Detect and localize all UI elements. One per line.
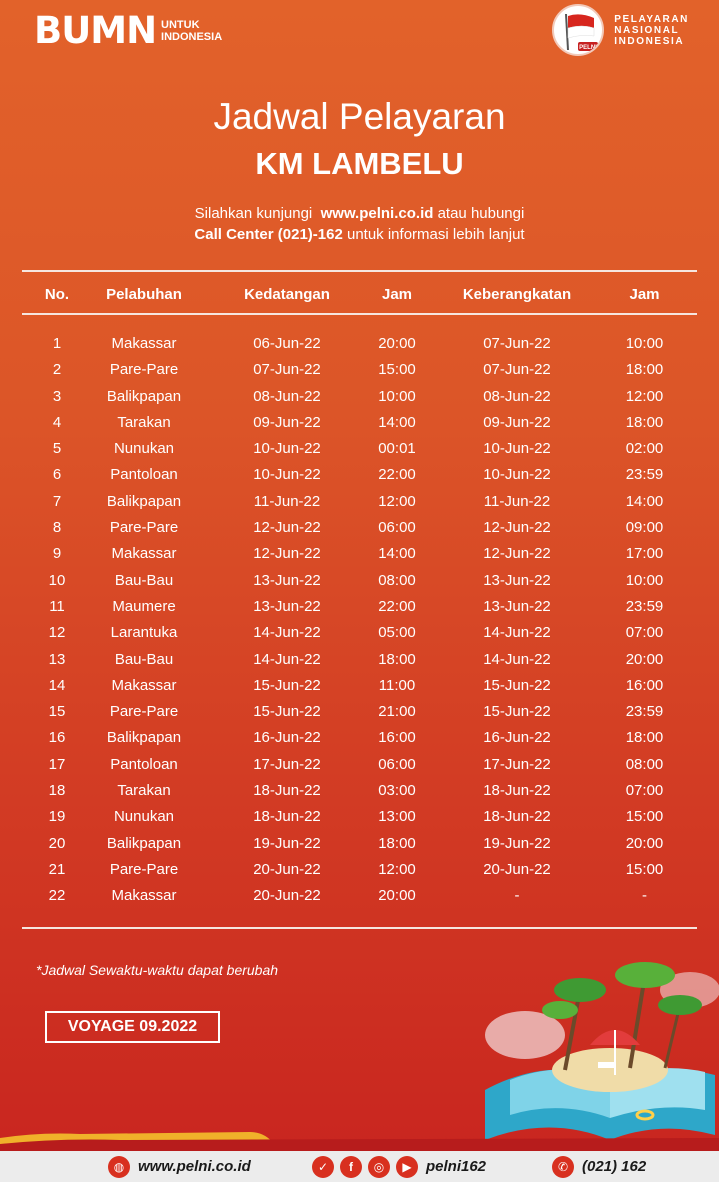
- cell-keberangkatan: 10-Jun-22: [483, 440, 551, 458]
- header-jam-arrival: Jam: [381, 286, 413, 303]
- cell-keberangkatan: 14-Jun-22: [483, 624, 551, 642]
- youtube-icon[interactable]: ▶: [396, 1156, 418, 1178]
- cell-pelabuhan: Balikpapan: [106, 492, 182, 510]
- schedule-note: *Jadwal Sewaktu-waktu dapat berubah: [36, 962, 279, 978]
- cell-no: 2: [52, 361, 62, 379]
- cell-no: 11: [49, 597, 65, 615]
- globe-icon: ◍: [108, 1156, 130, 1178]
- cell-pelabuhan: Pare-Pare: [109, 361, 179, 379]
- cell-jam-arrival: 16:00: [378, 729, 416, 747]
- phone-icon: ✆: [552, 1156, 574, 1178]
- header-jam-departure: Jam: [629, 286, 660, 303]
- cell-jam-departure: 10:00: [625, 571, 664, 589]
- cell-no: 6: [52, 466, 62, 484]
- cell-jam-arrival: 15:00: [378, 361, 416, 379]
- cell-no: 13: [48, 650, 66, 668]
- cell-jam-arrival: 22:00: [378, 597, 416, 615]
- pelni-emblem: [552, 4, 604, 56]
- cell-jam-arrival: 12:00: [378, 492, 416, 510]
- cell-jam-departure: 16:00: [625, 676, 664, 694]
- table-row: [22, 462, 697, 488]
- cell-kedatangan: 15-Jun-22: [253, 703, 321, 721]
- cell-kedatangan: 19-Jun-22: [253, 834, 321, 852]
- cell-pelabuhan: Makassar: [111, 545, 177, 563]
- cell-jam-arrival: 21:00: [378, 703, 416, 721]
- cell-keberangkatan: 13-Jun-22: [483, 571, 551, 589]
- cell-kedatangan: 18-Jun-22: [253, 808, 321, 826]
- cell-no: 1: [52, 335, 62, 352]
- cell-keberangkatan: 18-Jun-22: [483, 808, 551, 826]
- cell-pelabuhan: Makassar: [111, 887, 177, 905]
- cell-kedatangan: 10-Jun-22: [253, 466, 321, 484]
- cell-jam-arrival: 12:00: [378, 860, 416, 878]
- flag-icon: [554, 6, 604, 56]
- cell-jam-arrival: 14:00: [378, 545, 416, 563]
- header-keberangkatan: Keberangkatan: [462, 286, 572, 303]
- facebook-icon[interactable]: f: [340, 1156, 362, 1178]
- twitter-icon[interactable]: ✓: [312, 1156, 334, 1178]
- cell-jam-departure: 18:00: [625, 361, 664, 379]
- cell-pelabuhan: Pantoloan: [110, 466, 178, 484]
- header-no: No.: [44, 286, 70, 303]
- bumn-logo-text: BUMN: [34, 9, 157, 52]
- cell-kedatangan: 14-Jun-22: [253, 624, 321, 642]
- cell-no: 19: [48, 808, 66, 826]
- table-row: [22, 857, 697, 883]
- cell-kedatangan: 20-Jun-22: [253, 887, 321, 905]
- table-row: [22, 436, 697, 462]
- cell-jam-arrival: 08:00: [378, 571, 416, 589]
- table-row: [22, 331, 697, 357]
- cell-no: 7: [52, 492, 62, 510]
- table-row: [22, 357, 697, 383]
- cell-no: 20: [48, 834, 66, 852]
- website-link[interactable]: www.pelni.co.id: [320, 205, 434, 222]
- cell-keberangkatan: 07-Jun-22: [483, 335, 551, 352]
- table-row: [22, 647, 697, 673]
- cell-keberangkatan: 17-Jun-22: [483, 755, 551, 773]
- cell-jam-arrival: 03:00: [378, 782, 416, 800]
- cell-no: 12: [48, 624, 66, 642]
- cell-keberangkatan: 07-Jun-22: [483, 361, 551, 379]
- cell-keberangkatan: 15-Jun-22: [483, 703, 551, 721]
- bumn-tagline: UNTUK INDONESIA: [161, 18, 223, 43]
- cell-jam-departure: 14:00: [625, 492, 664, 510]
- pelni-logo: [552, 4, 689, 56]
- table-row: [22, 568, 697, 594]
- cell-keberangkatan: 14-Jun-22: [483, 650, 551, 668]
- cell-jam-departure: 18:00: [625, 729, 664, 747]
- cell-no: 14: [48, 676, 66, 694]
- cell-pelabuhan: Bau-Bau: [114, 571, 174, 589]
- cell-no: 3: [52, 387, 62, 405]
- cell-keberangkatan: 13-Jun-22: [483, 597, 551, 615]
- cell-keberangkatan: 16-Jun-22: [483, 729, 551, 747]
- cell-pelabuhan: Tarakan: [117, 782, 171, 800]
- cell-kedatangan: 12-Jun-22: [253, 545, 321, 563]
- cell-pelabuhan: Balikpapan: [106, 834, 182, 852]
- cell-jam-departure: 20:00: [625, 834, 664, 852]
- cell-jam-departure: 08:00: [625, 755, 664, 773]
- info-text: Silahkan kunjungi www.pelni.co.id atau hubungi Call Center (021)-162 untuk informasi lebih lanjut: [194, 205, 525, 243]
- cell-keberangkatan: 11-Jun-22: [483, 492, 551, 510]
- cell-jam-arrival: 18:00: [378, 834, 416, 852]
- cell-jam-departure: 07:00: [625, 624, 664, 642]
- cell-jam-arrival: 14:00: [378, 413, 416, 431]
- cell-kedatangan: 11-Jun-22: [253, 492, 321, 510]
- pelni-badge-text: PELNI: [579, 45, 598, 51]
- cell-jam-departure: 18:00: [625, 413, 664, 431]
- cell-no: 22: [48, 887, 66, 905]
- cell-pelabuhan: Pare-Pare: [109, 860, 179, 878]
- cell-jam-arrival: 18:00: [378, 650, 416, 668]
- cell-pelabuhan: Maumere: [112, 597, 176, 615]
- cell-kedatangan: 08-Jun-22: [253, 387, 321, 405]
- table-row: [22, 804, 697, 830]
- table-row: [22, 725, 697, 751]
- cell-keberangkatan: 12-Jun-22: [483, 545, 551, 563]
- cell-no: 21: [48, 860, 66, 878]
- cell-no: 4: [52, 413, 62, 431]
- cell-pelabuhan: Nunukan: [113, 440, 175, 458]
- cell-kedatangan: 15-Jun-22: [253, 676, 321, 694]
- table-top-rule: [22, 270, 697, 272]
- footer-website[interactable]: ◍ www.pelni.co.id: [108, 1151, 251, 1182]
- cell-kedatangan: 13-Jun-22: [253, 571, 321, 589]
- schedule-table-body: [22, 331, 697, 910]
- cell-no: 17: [48, 755, 66, 773]
- cell-kedatangan: 14-Jun-22: [253, 650, 321, 668]
- cell-jam-departure: 09:00: [625, 519, 664, 537]
- cell-keberangkatan: 19-Jun-22: [483, 834, 551, 852]
- cell-keberangkatan: 20-Jun-22: [483, 860, 551, 878]
- table-row: [22, 489, 697, 515]
- beach-illustration: [470, 950, 719, 1145]
- cell-kedatangan: 13-Jun-22: [253, 597, 321, 615]
- table-header: [22, 284, 697, 306]
- cell-jam-arrival: 20:00: [378, 887, 416, 905]
- table-row: [22, 673, 697, 699]
- cell-keberangkatan: 10-Jun-22: [483, 466, 551, 484]
- cell-kedatangan: 17-Jun-22: [253, 755, 321, 773]
- table-row: [22, 620, 697, 646]
- cell-no: 9: [52, 545, 62, 563]
- table-row: [22, 883, 697, 909]
- cell-pelabuhan: Balikpapan: [106, 729, 182, 747]
- cell-pelabuhan: Larantuka: [110, 624, 178, 642]
- ship-name: KM LAMBELU: [255, 146, 464, 181]
- social-handle: pelni162: [426, 1158, 487, 1175]
- cell-no: 5: [52, 440, 62, 458]
- cell-pelabuhan: Balikpapan: [106, 387, 182, 405]
- cell-jam-arrival: 20:00: [378, 335, 416, 352]
- header-kedatangan: Kedatangan: [244, 286, 330, 303]
- footer-phone[interactable]: ✆ (021) 162: [552, 1151, 646, 1182]
- cell-keberangkatan: 18-Jun-22: [483, 782, 551, 800]
- cell-no: 10: [48, 571, 66, 589]
- cell-no: 8: [52, 519, 62, 537]
- cell-jam-departure: 23:59: [625, 466, 664, 484]
- cell-kedatangan: 07-Jun-22: [253, 361, 321, 379]
- cell-jam-departure: 15:00: [625, 808, 664, 826]
- cell-no: 15: [48, 703, 66, 721]
- cell-jam-arrival: 06:00: [378, 755, 416, 773]
- cell-keberangkatan: 12-Jun-22: [483, 519, 551, 537]
- cell-jam-departure: 23:59: [625, 597, 664, 615]
- cell-pelabuhan: Pare-Pare: [109, 703, 179, 721]
- cell-jam-arrival: 06:00: [378, 519, 416, 537]
- cell-jam-departure: 17:00: [625, 545, 664, 563]
- table-row: [22, 515, 697, 541]
- cell-keberangkatan: -: [514, 887, 520, 905]
- voyage-badge: VOYAGE 09.2022: [45, 1011, 220, 1043]
- cell-jam-arrival: 10:00: [378, 387, 416, 405]
- cell-kedatangan: 16-Jun-22: [253, 729, 321, 747]
- cell-kedatangan: 10-Jun-22: [253, 440, 321, 458]
- footer-social: [312, 1151, 486, 1182]
- cell-jam-departure: 23:59: [625, 703, 664, 721]
- table-row: [22, 752, 697, 778]
- table-row: [22, 831, 697, 857]
- cell-jam-departure: 20:00: [625, 650, 664, 668]
- cell-no: 18: [48, 782, 66, 800]
- cell-jam-arrival: 00:01: [378, 440, 416, 458]
- cell-pelabuhan: Pantoloan: [110, 755, 178, 773]
- cell-pelabuhan: Nunukan: [113, 808, 175, 826]
- cell-jam-arrival: 13:00: [378, 808, 416, 826]
- cell-jam-arrival: 11:00: [378, 676, 416, 694]
- cell-kedatangan: 06-Jun-22: [253, 335, 321, 352]
- cell-pelabuhan: Makassar: [111, 335, 177, 352]
- cell-no: 16: [48, 729, 66, 747]
- footer-bar: [0, 1151, 719, 1182]
- cell-jam-departure: -: [642, 887, 647, 905]
- cell-kedatangan: 12-Jun-22: [253, 519, 321, 537]
- cell-keberangkatan: 15-Jun-22: [483, 676, 551, 694]
- call-center: Call Center (021)-162: [194, 226, 343, 243]
- table-row: [22, 541, 697, 567]
- table-row: [22, 594, 697, 620]
- table-bottom-rule: [22, 927, 697, 929]
- cell-jam-departure: 15:00: [625, 860, 664, 878]
- pelni-name: PELAYARAN NASIONAL INDONESIA: [614, 13, 689, 47]
- cell-pelabuhan: Pare-Pare: [109, 519, 179, 537]
- cell-pelabuhan: Makassar: [111, 676, 177, 694]
- cell-jam-departure: 12:00: [625, 387, 664, 405]
- cell-jam-departure: 10:00: [625, 335, 664, 352]
- table-row: [22, 699, 697, 725]
- table-row: [22, 778, 697, 804]
- cell-jam-departure: 07:00: [625, 782, 664, 800]
- cell-kedatangan: 18-Jun-22: [253, 782, 321, 800]
- cell-kedatangan: 09-Jun-22: [253, 413, 321, 431]
- instagram-icon[interactable]: ◎: [368, 1156, 390, 1178]
- table-row: [22, 410, 697, 436]
- cell-pelabuhan: Bau-Bau: [114, 650, 174, 668]
- cell-pelabuhan: Tarakan: [117, 413, 171, 431]
- table-header-rule: [22, 313, 697, 315]
- page-title: Jadwal Pelayaran: [213, 96, 506, 137]
- cell-keberangkatan: 09-Jun-22: [483, 413, 551, 431]
- header-pelabuhan: Pelabuhan: [106, 286, 182, 303]
- cell-keberangkatan: 08-Jun-22: [483, 387, 551, 405]
- cell-kedatangan: 20-Jun-22: [253, 860, 321, 878]
- cell-jam-departure: 02:00: [625, 440, 664, 458]
- cell-jam-arrival: 05:00: [378, 624, 416, 642]
- table-row: [22, 384, 697, 410]
- cell-jam-arrival: 22:00: [378, 466, 416, 484]
- bumn-logo: [34, 9, 223, 52]
